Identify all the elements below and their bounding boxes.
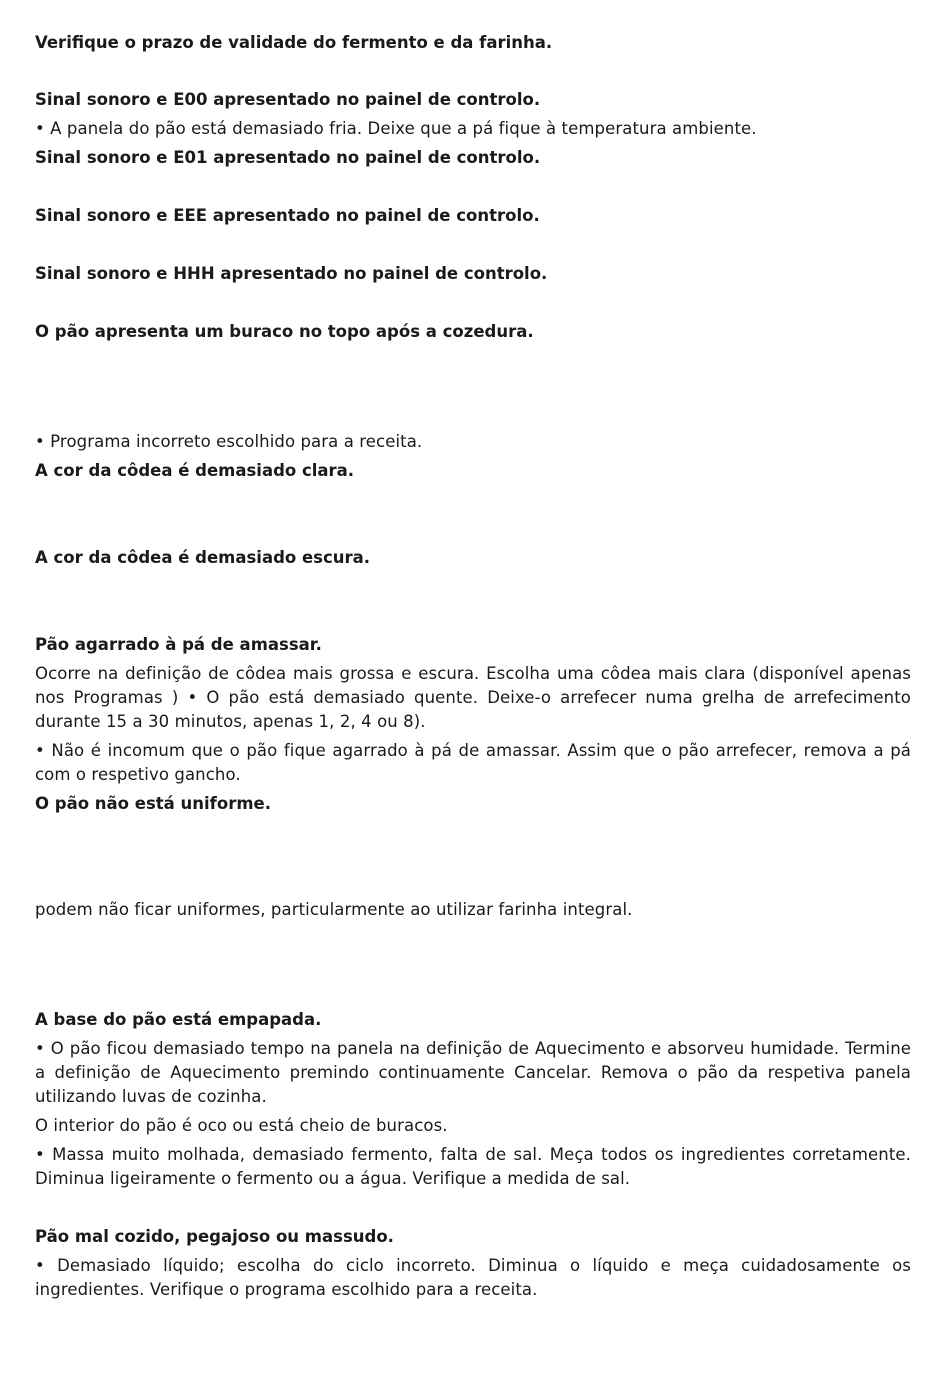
heading-empapada: A base do pão está empapada. bbox=[35, 1010, 322, 1029]
troubleshooting-page bbox=[35, 0, 911, 1374]
heading-eee: Sinal sonoro e EEE apresentado no painel de controlo. bbox=[35, 206, 540, 225]
heading-uniforme: O pão não está uniforme. bbox=[35, 794, 271, 813]
heading-validade: Verifique o prazo de validade do fermento e da farinha. bbox=[35, 33, 553, 52]
heading-codea-escura: A cor da côdea é demasiado escura. bbox=[35, 548, 371, 567]
text-massa: • Massa muito molhada, demasiado fermento, falta de sal. Meça todos os ingredientes corretamente. Diminua ligeiramente o fermento ou a água. Verifique a medida de sal. bbox=[35, 1145, 911, 1188]
heading-buraco: O pão apresenta um buraco no topo após a cozedura. bbox=[35, 322, 534, 341]
heading-codea-clara: A cor da côdea é demasiado clara. bbox=[35, 461, 355, 480]
text-malcozido: • Demasiado líquido; escolha do ciclo incorreto. Diminua o líquido e meça cuidadosamente os ingredientes. Verifique o programa escolhido para a receita. bbox=[35, 1256, 911, 1299]
heading-malcozido: Pão mal cozido, pegajoso ou massudo. bbox=[35, 1227, 394, 1246]
heading-e00: Sinal sonoro e E00 apresentado no painel de controlo. bbox=[35, 90, 541, 109]
heading-hhh: Sinal sonoro e HHH apresentado no painel de controlo. bbox=[35, 264, 548, 283]
text-e00: • A panela do pão está demasiado fria. Deixe que a pá fique à temperatura ambiente. bbox=[35, 119, 757, 138]
heading-agarrado: Pão agarrado à pá de amassar. bbox=[35, 635, 322, 654]
text-empapada: • O pão ficou demasiado tempo na panela na definição de Aquecimento e absorveu humidade. Termine a definição de Aquecimento premindo continuamente Cancelar. Remova o pão da respetiva panela utilizando luvas de cozinha. bbox=[35, 1039, 911, 1106]
text-programa: • Programa incorreto escolhido para a receita. bbox=[35, 432, 423, 451]
text-agarrado-2: • Não é incomum que o pão fique agarrado à pá de amassar. Assim que o pão arrefecer, remova a pá com o respetivo gancho. bbox=[35, 741, 911, 784]
text-oco: O interior do pão é oco ou está cheio de buracos. bbox=[35, 1116, 448, 1135]
text-uniforme: podem não ficar uniformes, particularmente ao utilizar farinha integral. bbox=[35, 900, 633, 919]
text-agarrado-1: Ocorre na definição de côdea mais grossa e escura. Escolha uma côdea mais clara (disponível apenas nos Programas ) • O pão está demasiado quente. Deixe-o arrefecer numa grelha de arrefecimento durante 15 a 30 minutos, apenas 1, 2, 4 ou 8). bbox=[35, 664, 911, 731]
heading-e01: Sinal sonoro e E01 apresentado no painel de controlo. bbox=[35, 148, 541, 167]
